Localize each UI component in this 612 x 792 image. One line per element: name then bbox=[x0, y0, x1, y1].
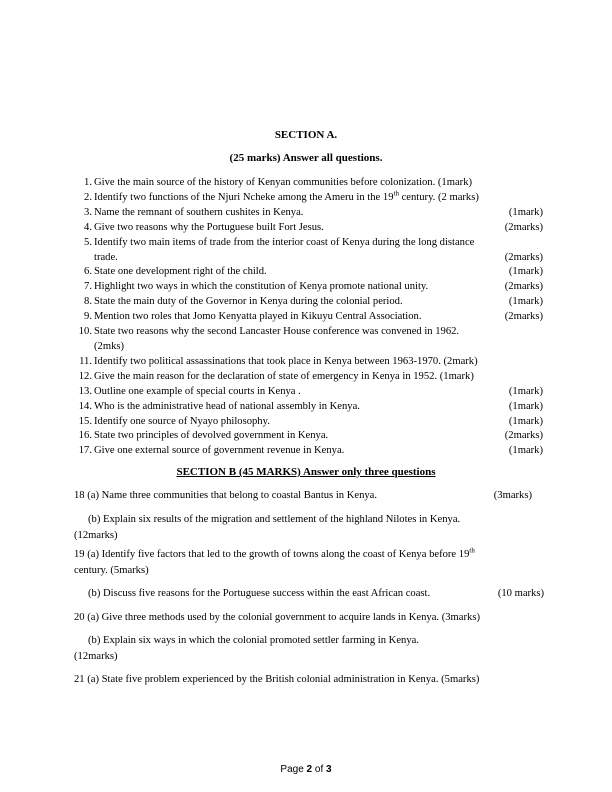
question-19a: 19 (a) Identify five factors that led to the growth of towns along the coast of Kenya before 19th century. (5marks) bbox=[74, 546, 475, 576]
question-18a: 18 (a) Name three communities that belong to coastal Bantus in Kenya. (3marks) bbox=[74, 490, 532, 501]
question-6: 6. State one development right of the child. (1mark) bbox=[84, 266, 543, 278]
question-11: 11. Identify two political assassinations that took place in Kenya between 1963-1970. (2mark) bbox=[79, 355, 478, 367]
question-19b: (b) Discuss five reasons for the Portuguese success within the east African coast. (10 marks) bbox=[88, 588, 544, 599]
question-17: 17. Give one external source of government revenue in Kenya. (1mark) bbox=[78, 445, 543, 457]
question-5: 5. Identify two main items of trade from the interior coast of Kenya during the long distance trade. (2marks) bbox=[84, 236, 543, 263]
section-b-title: SECTION B (45 MARKS) Answer only three questions bbox=[176, 466, 436, 478]
section-a-question-list bbox=[73, 176, 543, 459]
question-2: 2. Identify two functions of the Njuri Ncheke among the Ameru in the 19th century. (2 marks) bbox=[84, 189, 479, 203]
section-a-title: SECTION A. bbox=[274, 129, 338, 141]
question-16: 16. State two principles of devolved government in Kenya. (2marks) bbox=[78, 430, 543, 442]
question-4: 4. Give two reasons why the Portuguese built Fort Jesus. (2marks) bbox=[84, 221, 543, 233]
question-3: 3. Name the remnant of southern cushites in Kenya. (1mark) bbox=[84, 206, 543, 218]
page-footer: Page 2 of 3 bbox=[280, 764, 332, 775]
question-21a: 21 (a) State five problem experienced by the British colonial administration in Kenya. (5marks) bbox=[74, 674, 480, 685]
question-20b: (b) Explain six ways in which the colonial promoted settler farming in Kenya. (12marks) bbox=[74, 635, 419, 662]
question-10: 10. State two reasons why the second Lancaster House conference was convened in 1962. (2mks) bbox=[78, 326, 460, 352]
question-20a: 20 (a) Give three methods used by the colonial government to acquire lands in Kenya. (3marks) bbox=[74, 612, 480, 623]
question-13: 13. Outline one example of special courts in Kenya . (1mark) bbox=[78, 385, 543, 397]
question-8: 8. State the main duty of the Governor in Kenya during the colonial period. (1mark) bbox=[84, 296, 543, 308]
section-a-subtitle: (25 marks) Answer all questions. bbox=[229, 152, 383, 164]
question-14: 14. Who is the administrative head of national assembly in Kenya. (1mark) bbox=[78, 400, 543, 412]
question-12: 12. Give the main reason for the declaration of state of emergency in Kenya in 1952. (1mark) bbox=[78, 370, 474, 382]
question-15: 15. Identify one source of Nyayo philosophy. (1mark) bbox=[78, 415, 543, 427]
question-7: 7. Highlight two ways in which the constitution of Kenya promote national unity. (2marks) bbox=[84, 281, 543, 293]
question-9: 9. Mention two roles that Jomo Kenyatta played in Kikuyu Central Association. (2marks) bbox=[84, 311, 543, 323]
question-1: 1. Give the main source of the history of Kenyan communities before colonization. (1mark) bbox=[84, 177, 473, 188]
question-18b: (b) Explain six results of the migration and settlement of the highland Nilotes in Kenya. (12marks) bbox=[74, 514, 461, 541]
